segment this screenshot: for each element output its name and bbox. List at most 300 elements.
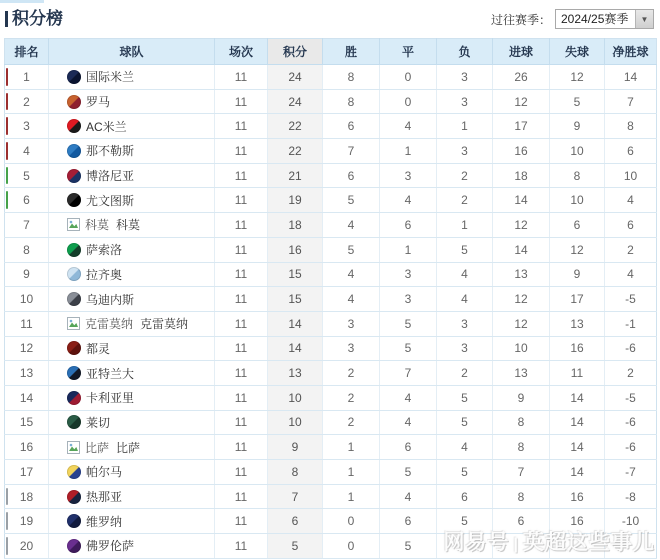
team-cell[interactable] (49, 139, 215, 164)
loss-cell: 3 (437, 65, 493, 90)
points-cell: 15 (268, 262, 323, 287)
goal-diff-cell: 2 (605, 237, 657, 262)
loss-cell: 3 (437, 89, 493, 114)
points-cell: 22 (268, 114, 323, 139)
season-selector (491, 9, 654, 29)
goals-for-cell: 17 (493, 114, 550, 139)
rank-cell (5, 311, 49, 336)
col-header-gd: 净胜球 (605, 39, 657, 65)
table-row (5, 361, 657, 386)
points-cell: 6 (268, 509, 323, 534)
draw-cell: 4 (380, 385, 437, 410)
team-cell[interactable] (49, 385, 215, 410)
goals-against-cell: 13 (550, 311, 605, 336)
loss-cell: 3 (437, 336, 493, 361)
watermark-brand: 网易号 (443, 531, 510, 554)
team-logo-icon (67, 490, 81, 504)
team-cell[interactable] (49, 262, 215, 287)
loss-cell: 2 (437, 361, 493, 386)
table-row (5, 237, 657, 262)
goal-diff-cell: -6 (605, 336, 657, 361)
team-name: 萨索洛 (86, 243, 123, 258)
draw-cell: 3 (380, 163, 437, 188)
rank-cell (5, 336, 49, 361)
season-select[interactable] (555, 9, 654, 29)
broken-image-icon (67, 218, 80, 231)
rank-value: 10 (19, 292, 34, 307)
team-name: 莱切 (86, 415, 111, 430)
table-row (5, 460, 657, 485)
goals-for-cell: 13 (493, 262, 550, 287)
team-cell[interactable] (49, 89, 215, 114)
played-cell: 11 (215, 410, 268, 435)
rank-value: 6 (23, 193, 30, 208)
rank-value: 14 (19, 390, 34, 405)
goal-diff-cell: 2 (605, 361, 657, 386)
goal-diff-cell: 6 (605, 139, 657, 164)
team-logo-icon (67, 243, 81, 257)
played-cell: 11 (215, 114, 268, 139)
win-cell: 1 (323, 484, 380, 509)
team-cell[interactable] (49, 213, 215, 238)
team-cell[interactable] (49, 287, 215, 312)
team-cell[interactable] (49, 65, 215, 90)
points-cell: 9 (268, 435, 323, 460)
rank-cell (5, 534, 49, 559)
points-cell: 14 (268, 311, 323, 336)
goals-for-cell: 18 (493, 163, 550, 188)
rank-value: 3 (23, 119, 30, 134)
standings-table (4, 38, 657, 559)
team-cell[interactable] (49, 484, 215, 509)
points-cell: 15 (268, 287, 323, 312)
draw-cell: 4 (380, 188, 437, 213)
team-cell[interactable] (49, 410, 215, 435)
goal-diff-cell: -1 (605, 311, 657, 336)
rank-value: 15 (19, 415, 34, 430)
table-body (5, 65, 657, 559)
rank-value: 7 (23, 217, 30, 232)
rank-cell (5, 65, 49, 90)
goals-for-cell: 12 (493, 89, 550, 114)
team-cell[interactable] (49, 114, 215, 139)
draw-cell: 5 (380, 336, 437, 361)
team-logo-icon (67, 341, 81, 355)
win-cell: 2 (323, 361, 380, 386)
draw-cell: 4 (380, 114, 437, 139)
table-row (5, 410, 657, 435)
table-row (5, 385, 657, 410)
rank-value: 16 (19, 440, 34, 455)
page-header (0, 0, 660, 34)
points-cell: 24 (268, 89, 323, 114)
points-cell: 10 (268, 410, 323, 435)
team-cell[interactable] (49, 188, 215, 213)
team-cell[interactable] (49, 361, 215, 386)
loss-cell: 4 (437, 435, 493, 460)
team-cell[interactable] (49, 311, 215, 336)
goals-for-cell: 7 (493, 460, 550, 485)
team-name: 都灵 (86, 341, 111, 356)
page-title: 积分榜 (12, 9, 63, 28)
rank-cell (5, 139, 49, 164)
team-logo-icon (67, 144, 81, 158)
goals-against-cell: 8 (550, 163, 605, 188)
goal-diff-cell (605, 534, 657, 559)
rank-value: 4 (23, 143, 30, 158)
rank-value: 20 (19, 538, 34, 553)
loss-cell: 2 (437, 188, 493, 213)
season-label: 过往赛季： (490, 12, 551, 27)
watermark-account: 英超这些事儿 (523, 531, 655, 554)
points-cell: 24 (268, 65, 323, 90)
draw-cell: 6 (380, 213, 437, 238)
goals-against-cell: 9 (550, 114, 605, 139)
goals-for-cell (493, 534, 550, 559)
team-name: 罗马 (86, 95, 111, 110)
win-cell: 4 (323, 213, 380, 238)
top-edge-fragment (0, 0, 44, 3)
team-name: 维罗纳 (86, 514, 123, 529)
goals-for-cell: 8 (493, 410, 550, 435)
goal-diff-cell: 4 (605, 262, 657, 287)
played-cell: 11 (215, 65, 268, 90)
loss-cell: 3 (437, 139, 493, 164)
rank-cell (5, 361, 49, 386)
points-cell: 8 (268, 460, 323, 485)
played-cell: 11 (215, 385, 268, 410)
table-row (5, 89, 657, 114)
win-cell: 8 (323, 65, 380, 90)
goals-for-cell: 12 (493, 287, 550, 312)
rank-cell (5, 460, 49, 485)
team-name: 博洛尼亚 (86, 169, 135, 184)
draw-cell: 5 (380, 534, 437, 559)
col-header-win: 胜 (323, 39, 380, 65)
played-cell: 11 (215, 361, 268, 386)
rank-cell (5, 237, 49, 262)
win-cell: 5 (323, 188, 380, 213)
played-cell: 11 (215, 89, 268, 114)
team-logo-icon (67, 415, 81, 429)
rank-cell (5, 287, 49, 312)
win-cell: 4 (323, 262, 380, 287)
table-row (5, 213, 657, 238)
zone-indicator-bar (6, 488, 8, 506)
draw-cell: 6 (380, 509, 437, 534)
win-cell: 4 (323, 287, 380, 312)
team-logo-icon (67, 514, 81, 528)
team-logo-icon (67, 267, 81, 281)
rank-cell (5, 262, 49, 287)
goal-diff-cell: 8 (605, 114, 657, 139)
loss-cell: 4 (437, 262, 493, 287)
table-header-row (5, 39, 657, 65)
table-row (5, 65, 657, 90)
team-logo-icon (67, 391, 81, 405)
goals-against-cell: 14 (550, 460, 605, 485)
team-name: 尤文图斯 (86, 193, 135, 208)
loss-cell: 5 (437, 410, 493, 435)
goals-for-cell: 12 (493, 213, 550, 238)
watermark-separator: | (513, 536, 519, 553)
loss-cell: 1 (437, 114, 493, 139)
rank-cell (5, 213, 49, 238)
team-cell[interactable] (49, 163, 215, 188)
team-name: 卡利亚里 (86, 391, 135, 406)
rank-cell (5, 89, 49, 114)
loss-cell: 5 (437, 385, 493, 410)
goals-for-cell: 26 (493, 65, 550, 90)
win-cell: 8 (323, 89, 380, 114)
played-cell: 11 (215, 509, 268, 534)
played-cell: 11 (215, 262, 268, 287)
team-logo-icon (67, 292, 81, 306)
loss-cell: 4 (437, 287, 493, 312)
zone-indicator-bar (6, 191, 8, 209)
goal-diff-cell: -8 (605, 484, 657, 509)
win-cell: 6 (323, 114, 380, 139)
broken-image-icon (67, 317, 80, 330)
goal-diff-cell: 4 (605, 188, 657, 213)
goals-against-cell: 10 (550, 139, 605, 164)
goals-against-cell: 16 (550, 336, 605, 361)
points-cell: 14 (268, 336, 323, 361)
played-cell: 11 (215, 484, 268, 509)
win-cell: 1 (323, 460, 380, 485)
rank-value: 5 (23, 168, 30, 183)
win-cell: 1 (323, 435, 380, 460)
loss-cell: 5 (437, 460, 493, 485)
goal-diff-cell: -7 (605, 460, 657, 485)
goal-diff-cell: 6 (605, 213, 657, 238)
loss-cell: 1 (437, 213, 493, 238)
table-row (5, 509, 657, 534)
zone-indicator-bar (6, 512, 8, 530)
title-accent-bar (5, 11, 8, 27)
win-cell: 5 (323, 237, 380, 262)
played-cell: 11 (215, 237, 268, 262)
points-cell: 22 (268, 139, 323, 164)
table-row (5, 262, 657, 287)
points-cell: 16 (268, 237, 323, 262)
team-cell[interactable] (49, 435, 215, 460)
played-cell: 11 (215, 163, 268, 188)
goals-for-cell: 12 (493, 311, 550, 336)
goal-diff-cell: -5 (605, 287, 657, 312)
goals-for-cell: 16 (493, 139, 550, 164)
team-name: 科莫 (116, 218, 141, 233)
col-header-draw: 平 (380, 39, 437, 65)
col-header-ga: 失球 (550, 39, 605, 65)
points-cell: 13 (268, 361, 323, 386)
loss-cell: 2 (437, 163, 493, 188)
goals-for-cell: 14 (493, 237, 550, 262)
rank-cell (5, 163, 49, 188)
draw-cell: 5 (380, 311, 437, 336)
team-name: 乌迪内斯 (86, 292, 135, 307)
draw-cell: 5 (380, 460, 437, 485)
table-row (5, 311, 657, 336)
rank-value: 11 (20, 316, 33, 331)
team-name: 国际米兰 (86, 70, 135, 85)
broken-image-alt-text: 科莫 (85, 218, 110, 233)
played-cell: 11 (215, 139, 268, 164)
team-name: 那不勒斯 (86, 144, 135, 159)
loss-cell: 6 (437, 484, 493, 509)
rank-cell (5, 509, 49, 534)
draw-cell: 3 (380, 287, 437, 312)
table-row (5, 484, 657, 509)
col-header-points: 积分 (268, 39, 323, 65)
team-cell[interactable] (49, 509, 215, 534)
zone-indicator-bar (6, 117, 8, 135)
zone-indicator-bar (6, 93, 8, 111)
goals-against-cell: 5 (550, 89, 605, 114)
goal-diff-cell: 7 (605, 89, 657, 114)
goals-against-cell: 16 (550, 484, 605, 509)
win-cell: 7 (323, 139, 380, 164)
goals-against-cell: 11 (550, 361, 605, 386)
rank-value: 8 (23, 242, 30, 257)
broken-image-alt-text: 比萨 (85, 440, 110, 455)
table-row (5, 114, 657, 139)
team-logo-icon (67, 119, 81, 133)
win-cell: 2 (323, 385, 380, 410)
played-cell: 11 (215, 311, 268, 336)
goals-for-cell: 14 (493, 188, 550, 213)
team-name: 比萨 (116, 440, 141, 455)
points-cell: 7 (268, 484, 323, 509)
col-header-team: 球队 (49, 39, 215, 65)
played-cell: 11 (215, 188, 268, 213)
table-row (5, 435, 657, 460)
chevron-down-icon[interactable]: ▼ (635, 10, 653, 28)
team-logo-icon (67, 169, 81, 183)
played-cell: 11 (215, 336, 268, 361)
team-logo-icon (67, 465, 81, 479)
goal-diff-cell: -6 (605, 410, 657, 435)
draw-cell: 0 (380, 65, 437, 90)
team-cell[interactable] (49, 534, 215, 559)
rank-cell (5, 188, 49, 213)
rank-cell (5, 410, 49, 435)
goal-diff-cell: 14 (605, 65, 657, 90)
team-cell[interactable] (49, 460, 215, 485)
rank-value: 1 (23, 69, 30, 84)
table-row (5, 336, 657, 361)
goals-against-cell: 6 (550, 213, 605, 238)
loss-cell: 3 (437, 311, 493, 336)
points-cell: 10 (268, 385, 323, 410)
rank-value: 9 (23, 267, 30, 282)
draw-cell: 7 (380, 361, 437, 386)
broken-image-alt-text: 克雷莫纳 (85, 317, 134, 332)
points-cell: 21 (268, 163, 323, 188)
goals-against-cell: 14 (550, 410, 605, 435)
table-row (5, 188, 657, 213)
col-header-rank: 排名 (5, 39, 49, 65)
team-logo-icon (67, 539, 81, 553)
points-cell: 5 (268, 534, 323, 559)
team-name: 亚特兰大 (86, 366, 135, 381)
win-cell: 0 (323, 509, 380, 534)
col-header-played: 场次 (215, 39, 268, 65)
goals-for-cell: 10 (493, 336, 550, 361)
goals-against-cell: 17 (550, 287, 605, 312)
table-row (5, 163, 657, 188)
team-name: AC米兰 (86, 119, 127, 134)
team-logo-icon (67, 70, 81, 84)
rank-cell (5, 435, 49, 460)
played-cell: 11 (215, 435, 268, 460)
played-cell: 11 (215, 460, 268, 485)
goal-diff-cell: -10 (605, 509, 657, 534)
rank-value: 2 (23, 94, 30, 109)
zone-indicator-bar (6, 68, 8, 86)
goal-diff-cell: 10 (605, 163, 657, 188)
rank-value: 18 (19, 489, 34, 504)
rank-cell (5, 114, 49, 139)
team-name: 拉齐奥 (86, 267, 123, 282)
goals-against-cell (550, 534, 605, 559)
loss-cell: 5 (437, 237, 493, 262)
win-cell: 2 (323, 410, 380, 435)
team-logo-icon (67, 193, 81, 207)
rank-value: 12 (19, 341, 34, 356)
zone-indicator-bar (6, 167, 8, 185)
points-cell: 19 (268, 188, 323, 213)
goals-for-cell: 9 (493, 385, 550, 410)
col-header-loss: 负 (437, 39, 493, 65)
draw-cell: 1 (380, 139, 437, 164)
loss-cell (437, 534, 493, 559)
loss-cell: 5 (437, 509, 493, 534)
points-cell: 18 (268, 213, 323, 238)
broken-image-icon (67, 441, 80, 454)
goals-against-cell: 14 (550, 385, 605, 410)
goals-against-cell: 12 (550, 65, 605, 90)
rank-value: 13 (19, 366, 34, 381)
goals-against-cell: 12 (550, 237, 605, 262)
rank-cell (5, 484, 49, 509)
goal-diff-cell: -5 (605, 385, 657, 410)
goals-against-cell: 9 (550, 262, 605, 287)
table-row (5, 287, 657, 312)
goals-against-cell: 14 (550, 435, 605, 460)
rank-value: 19 (19, 514, 34, 529)
team-cell[interactable] (49, 237, 215, 262)
team-name: 佛罗伦萨 (86, 539, 135, 554)
team-name: 克雷莫纳 (140, 317, 189, 332)
draw-cell: 3 (380, 262, 437, 287)
team-logo-icon (67, 366, 81, 380)
team-cell[interactable] (49, 336, 215, 361)
draw-cell: 1 (380, 237, 437, 262)
draw-cell: 6 (380, 435, 437, 460)
played-cell: 11 (215, 287, 268, 312)
played-cell: 11 (215, 213, 268, 238)
win-cell: 3 (323, 336, 380, 361)
goals-for-cell: 8 (493, 484, 550, 509)
team-name: 热那亚 (86, 490, 123, 505)
col-header-gf: 进球 (493, 39, 550, 65)
draw-cell: 4 (380, 484, 437, 509)
played-cell: 11 (215, 534, 268, 559)
goals-for-cell: 13 (493, 361, 550, 386)
win-cell: 6 (323, 163, 380, 188)
table-row (5, 534, 657, 559)
